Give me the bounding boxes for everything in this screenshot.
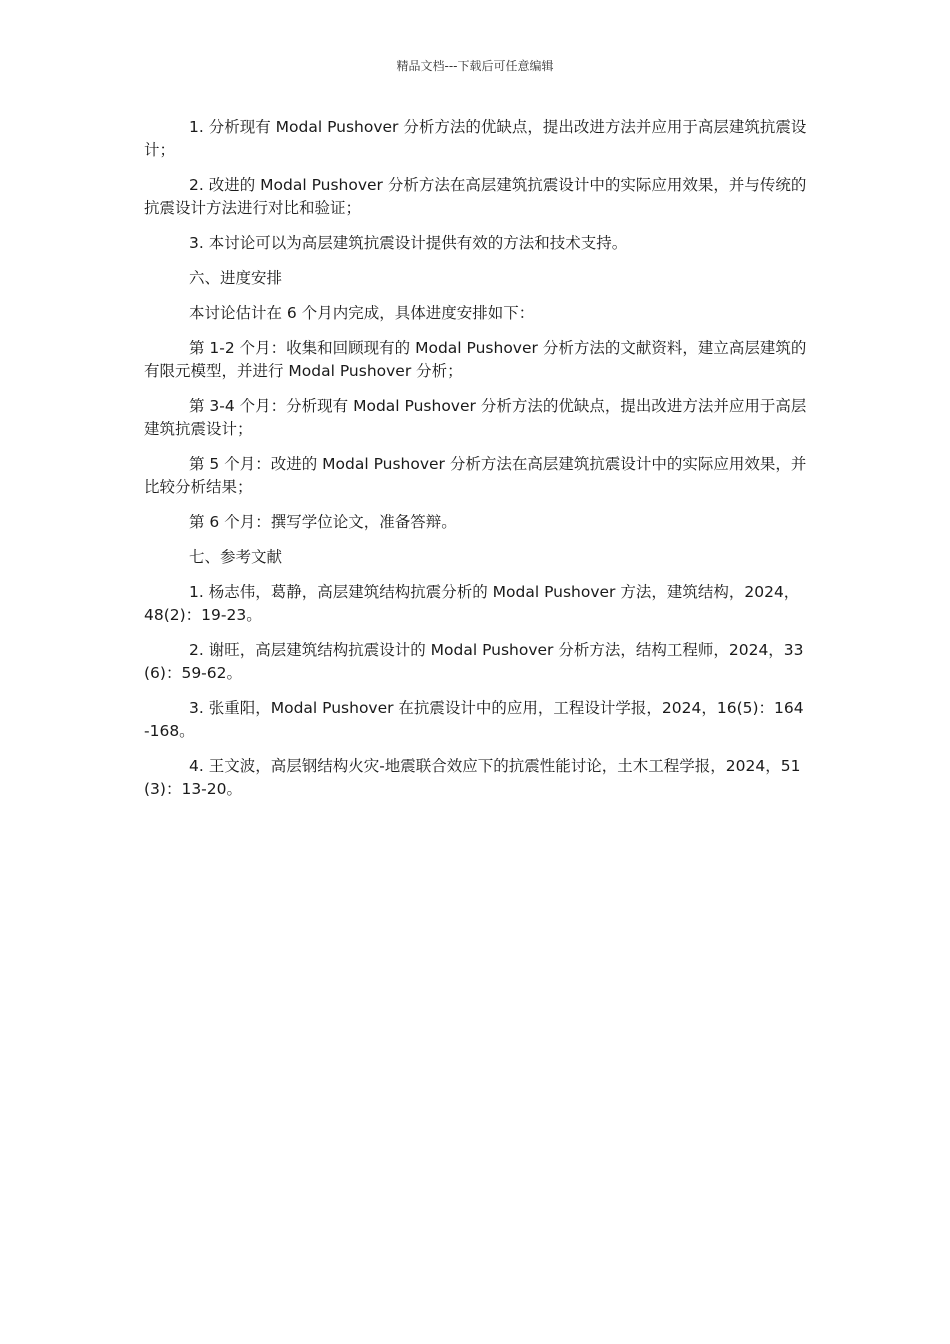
reference-item-2: 2. 谢旺，高层建筑结构抗震设计的 Modal Pushover 分析方法，结构工程师，2024，33(6)：59-62。 — [144, 641, 804, 682]
schedule-item-1: 第 1-2 个月：收集和回顾现有的 Modal Pushover 分析方法的文献资料，建立高层建筑的有限元模型，并进行 Modal Pushover 分析； — [144, 339, 807, 380]
page-header: 精品文档---下载后可任意编辑 — [396, 59, 554, 73]
schedule-intro: 本讨论估计在 6 个月内完成，具体进度安排如下： — [189, 304, 535, 322]
reference-item-1: 1. 杨志伟，葛静，高层建筑结构抗震分析的 Modal Pushover 方法，建筑结构，2024，48(2)：19-23。 — [144, 583, 800, 624]
reference-item-4: 4. 王文波，高层钢结构火灾-地震联合效应下的抗震性能讨论，土木工程学报，2024，51(3)：13-20。 — [144, 757, 801, 798]
reference-item-3: 3. 张重阳，Modal Pushover 在抗震设计中的应用，工程设计学报，2024，16(5)：164-168。 — [144, 699, 804, 740]
schedule-item-4: 第 6 个月：撰写学位论文，准备答辩。 — [189, 513, 457, 531]
objective-item-2: 2. 改进的 Modal Pushover 分析方法在高层建筑抗震设计中的实际应用效果，并与传统的抗震设计方法进行对比和验证； — [144, 176, 807, 217]
document-body — [144, 116, 808, 813]
schedule-item-3: 第 5 个月：改进的 Modal Pushover 分析方法在高层建筑抗震设计中的实际应用效果，并比较分析结果； — [144, 455, 807, 496]
objective-item-1: 1. 分析现有 Modal Pushover 分析方法的优缺点，提出改进方法并应用于高层建筑抗震设计； — [144, 118, 807, 159]
section-heading-references: 七、参考文献 — [189, 548, 283, 566]
objective-item-3: 3. 本讨论可以为高层建筑抗震设计提供有效的方法和技术支持。 — [189, 234, 628, 252]
schedule-item-2: 第 3-4 个月：分析现有 Modal Pushover 分析方法的优缺点，提出改进方法并应用于高层建筑抗震设计； — [144, 397, 807, 438]
section-heading-schedule: 六、进度安排 — [189, 269, 283, 287]
